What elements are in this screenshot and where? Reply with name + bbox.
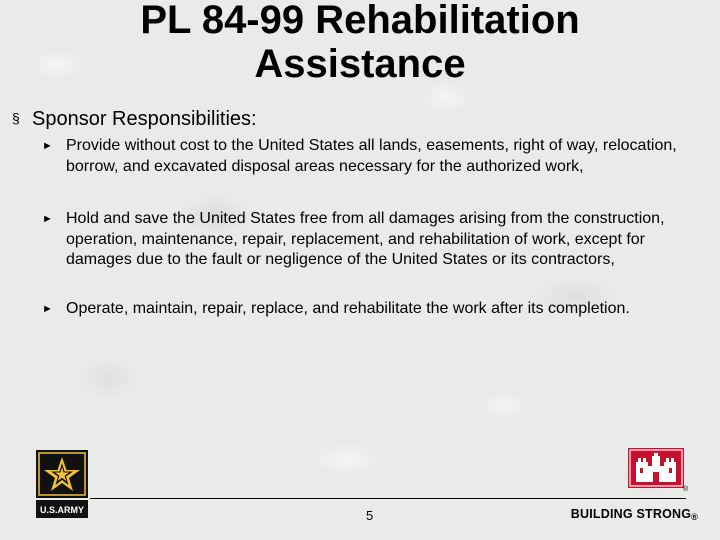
footer-divider xyxy=(90,498,686,499)
registered-mark: ® xyxy=(691,512,698,522)
list-item xyxy=(42,136,682,177)
title-line-2: Assistance xyxy=(254,42,466,86)
us-army-star-logo-icon xyxy=(36,450,88,520)
section-heading xyxy=(12,106,257,131)
castle-window-left xyxy=(640,468,643,473)
arrow-bullet-icon: ► xyxy=(42,302,53,315)
bullet-text: Hold and save the United States free from all damages arising from the construction, operation, maintenance, repair, replacement, and rehabilitation of work, except for damages due to the fault or negligence of the United States or its contractors, xyxy=(66,210,665,268)
section-bullet-icon: § xyxy=(12,110,20,126)
bullet-text: Provide without cost to the United States all lands, easements, right of way, relocation, borrow, and excavated disposal areas necessary for the authorized work, xyxy=(66,137,677,175)
usace-castle-logo-icon xyxy=(628,448,684,488)
castle-door xyxy=(653,472,659,482)
bullet-text: Operate, maintain, repair, replace, and rehabilitate the work after its completion. xyxy=(66,299,630,317)
title-line-1: PL 84-99 Rehabilitation xyxy=(140,0,580,42)
tagline-text: BUILDING STRONG xyxy=(570,507,692,521)
castle-window-right xyxy=(669,468,672,473)
section-heading-text: Sponsor Responsibilities: xyxy=(32,108,257,130)
list-item xyxy=(42,299,682,320)
arrow-bullet-icon: ► xyxy=(42,140,53,152)
page-number: 5 xyxy=(366,508,374,523)
castle-registered-mark: ® xyxy=(683,486,689,493)
building-strong-tagline xyxy=(571,507,698,522)
bullet-list xyxy=(42,136,682,319)
arrow-bullet-icon: ► xyxy=(42,213,53,225)
list-item xyxy=(42,209,682,271)
slide-title xyxy=(0,0,720,86)
army-logo-text: U.S.ARMY xyxy=(39,505,85,515)
